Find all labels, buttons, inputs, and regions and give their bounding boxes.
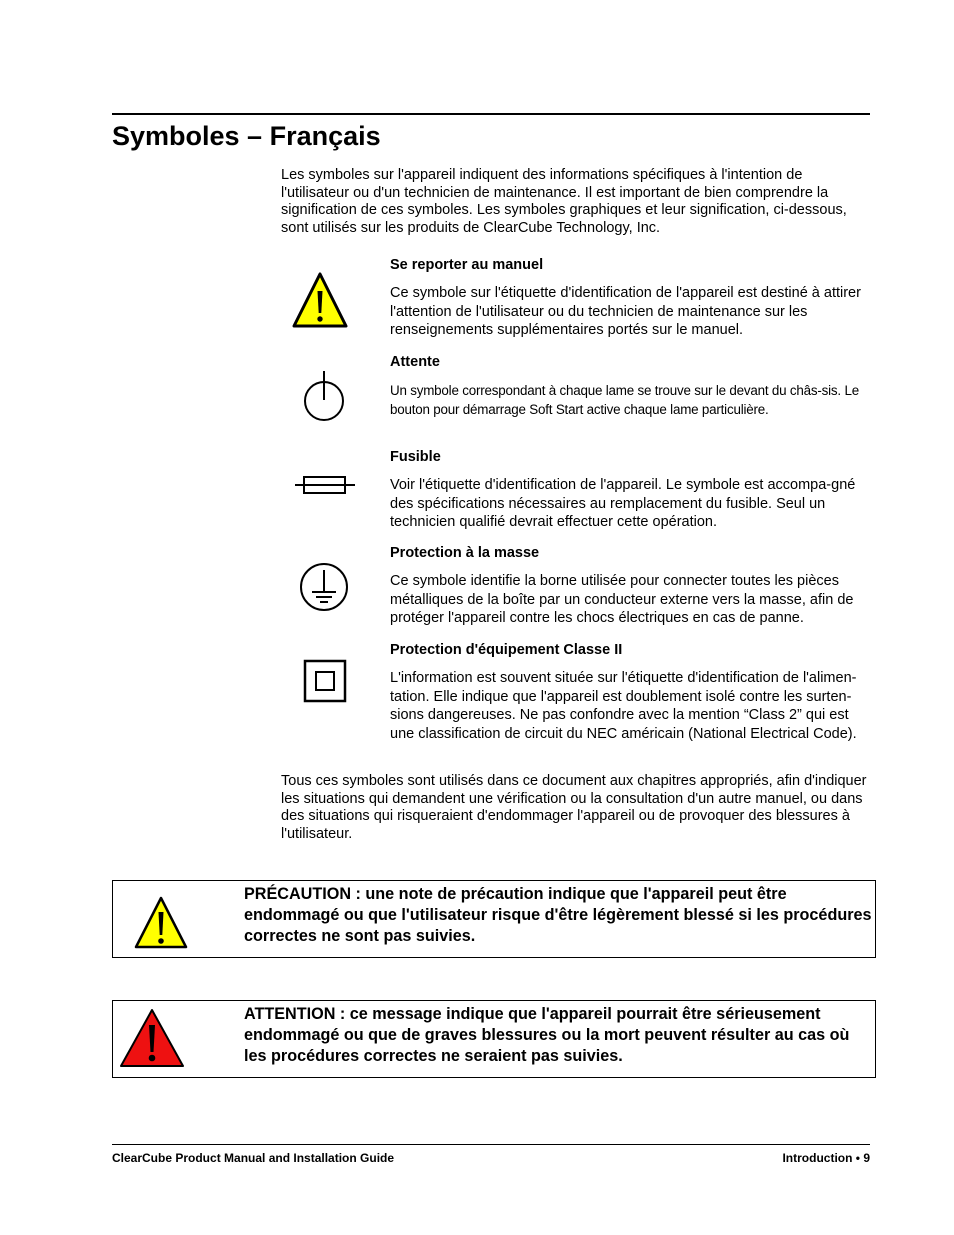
warning-red-triangle-icon xyxy=(118,1007,186,1069)
warning-notice xyxy=(112,1000,876,1078)
warning-text: ATTENTION : ce message indique que l'appareil pourrait être sérieusement endommagé ou que de graves blessures ou la mort peuvent résulter au cas où les procédures correctes ne seraient pas suivies. xyxy=(244,1005,850,1065)
power-standby-icon xyxy=(301,369,347,425)
caution-notice xyxy=(112,880,876,958)
footer-page-number: Introduction • 9 xyxy=(782,1151,870,1165)
symbol-desc-fuse: Voir l'étiquette d'identification de l'appareil. Le symbole est accompa-gné des spécifications nécessaires au remplacement du fusible. Seul un technicien qualifié devrait effectuer cette opération. xyxy=(390,477,856,530)
intro-paragraph: Les symboles sur l'appareil indiquent des informations spécifiques à l'intention de l'utilisateur ou d'un technicien de maintenance. Il est important de bien comprendre la signification de ces symboles. Les symboles graphiques et leur signification, ci-dessous, sont utilisés sur les produits de ClearCube Technology, Inc. xyxy=(281,167,847,236)
footer-rule xyxy=(112,1144,870,1145)
class-ii-double-square-icon xyxy=(303,659,347,703)
symbol-title-fuse: Fusible xyxy=(390,449,441,465)
top-rule xyxy=(112,113,870,115)
symbol-title-earth: Protection à la masse xyxy=(390,545,540,561)
caution-yellow-triangle-icon xyxy=(133,895,189,951)
caution-text: PRÉCAUTION : une note de précaution indique que l'appareil peut être endommagé ou que l'utilisateur risque d'être légèrement blessé si les procédures correctes ne sont pas suivies. xyxy=(244,885,872,945)
footer-manual-title: ClearCube Product Manual and Installation Guide xyxy=(112,1151,395,1165)
symbol-desc-standby: Un symbole correspondant à chaque lame se trouve sur le devant du châs-sis. Le bouton pour démarrage Soft Start active chaque lame particulière. xyxy=(390,383,859,417)
protective-earth-icon xyxy=(299,562,349,612)
symbol-title-class2: Protection d'équipement Classe II xyxy=(390,642,623,658)
warning-triangle-icon xyxy=(291,271,349,329)
symbol-desc-earth: Ce symbole identifie la borne utilisée pour connecter toutes les pièces métalliques de la boîte par un conducteur externe vers la masse, afin de protéger l'appareil contre les chocs électriques en cas de panne. xyxy=(390,573,854,626)
outro-paragraph: Tous ces symboles sont utilisés dans ce document aux chapitres appropriés, afin d'indiquer les situations qui demandent une vérification ou la consultation d'un autre manuel, ou dans des situations qui risqueraient d'endommager l'appareil ou de provoquer des blessures à l'utilisateur. xyxy=(281,773,867,842)
page-title: Symboles – Français xyxy=(112,121,381,151)
symbol-title-manual: Se reporter au manuel xyxy=(390,257,544,273)
symbol-desc-manual: Ce symbole sur l'étiquette d'identification de l'appareil est destiné à attirer l'attention de l'utilisateur ou du technicien de maintenance sur les renseignements supplémentaires portés sur le manuel. xyxy=(390,285,861,338)
symbol-desc-class2: L'information est souvent située sur l'étiquette d'identification de l'alimen-tation. Elle indique que l'appareil est doublement isolé contre les surten-sions dangereuses. Ne pas confondre avec la mention “Class 2” qui est une classification de circuit du NEC américain (National Electrical Code). xyxy=(390,670,857,742)
fuse-icon xyxy=(294,472,356,498)
symbol-title-standby: Attente xyxy=(390,354,440,370)
